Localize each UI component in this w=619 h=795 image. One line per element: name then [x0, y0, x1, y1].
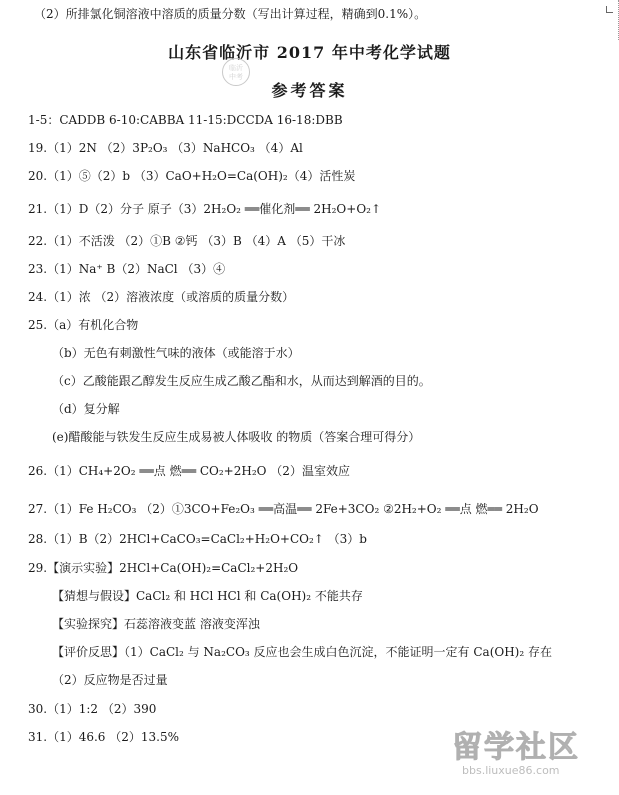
answer-line-29-reflect: 【评价反思】（1）CaCl₂ 与 Na₂CO₃ 反应也会生成白色沉淀，不能证明一定有 Ca(OH)₂ 存在: [52, 645, 552, 659]
answer-line-19: 19.（1）2N （2）3P₂O₃ （3）NaHCO₃ （4）Al: [28, 141, 303, 155]
prev-question-line: （2）所排氯化铜溶液中溶质的质量分数（写出计算过程，精确到0.1%）。: [34, 7, 427, 21]
answer-line-26: 26.（1）CH₄+2O₂ ══点 燃══ CO₂+2H₂O （2）温室效应: [28, 464, 350, 478]
answer-line-29-hypothesis: 【猜想与假设】CaCl₂ 和 HCl HCl 和 Ca(OH)₂ 不能共存: [52, 589, 363, 603]
answer-line-29-reflect-2: （2）反应物是否过量: [52, 673, 168, 687]
faded-stamp-mark: 临沂 中考: [222, 58, 250, 86]
answer-line-25b: （b）无色有刺激性气味的液体（或能溶于水）: [52, 346, 300, 360]
watermark-url: bbs.liuxue86.com: [462, 764, 560, 777]
answer-line-20: 20.（1）⑤（2）b （3）CaO+H₂O=Ca(OH)₂（4）活性炭: [28, 169, 356, 183]
watermark: [452, 722, 612, 782]
document-title: 山东省临沂市 2017 年中考化学试题: [168, 43, 451, 62]
watermark-logo: 留学社区: [452, 730, 580, 765]
answer-line-29-demo: 29.【演示实验】2HCl+Ca(OH)₂=CaCl₂+2H₂O: [28, 561, 299, 575]
answer-line-25d: （d）复分解: [52, 402, 120, 416]
answer-line-23: 23.（1）Na⁺ B（2）NaCl （3）④: [28, 262, 226, 276]
answer-line-27: 27.（1）Fe H₂CO₃ （2）①3CO+Fe₂O₃ ══高温══ 2Fe+3CO₂ ②2H₂+O₂ ══点 燃══ 2H₂O: [28, 502, 539, 516]
answer-line-25c: （c）乙酸能跟乙醇发生反应生成乙酸乙酯和水，从而达到解酒的目的。: [52, 374, 431, 388]
answer-line-31: 31.（1）46.6 （2）13.5%: [28, 730, 180, 744]
document-subtitle: 参考答案: [271, 81, 348, 100]
answer-line-25a: 25.（a）有机化合物: [28, 318, 139, 332]
answer-line-30: 30.（1）1:2 （2）390: [28, 702, 157, 716]
answer-line-1-18: 1-5：CADDB 6-10:CABBA 11-15:DCCDA 16-18:DBB: [28, 113, 343, 127]
answer-line-22: 22.（1）不活泼 （2）①B ②钙 （3）B （4）A （5）干冰: [28, 234, 346, 248]
answer-line-25e: (e)醋酸能与铁发生反应生成易被人体吸收 的物质（答案合理可得分）: [52, 430, 421, 444]
answer-line-24: 24.（1）浓 （2）溶液浓度（或溶质的质量分数）: [28, 290, 295, 304]
answer-line-28: 28.（1）B（2）2HCl+CaCO₃=CaCl₂+H₂O+CO₂↑ （3）b: [28, 532, 367, 546]
answer-line-21: 21.（1）D（2）分子 原子（3）2H₂O₂ ══催化剂══ 2H₂O+O₂↑: [28, 202, 382, 216]
answer-line-29-explore: 【实验探究】石蕊溶液变蓝 溶液变浑浊: [52, 617, 260, 631]
page-corner-mark: [606, 6, 613, 13]
